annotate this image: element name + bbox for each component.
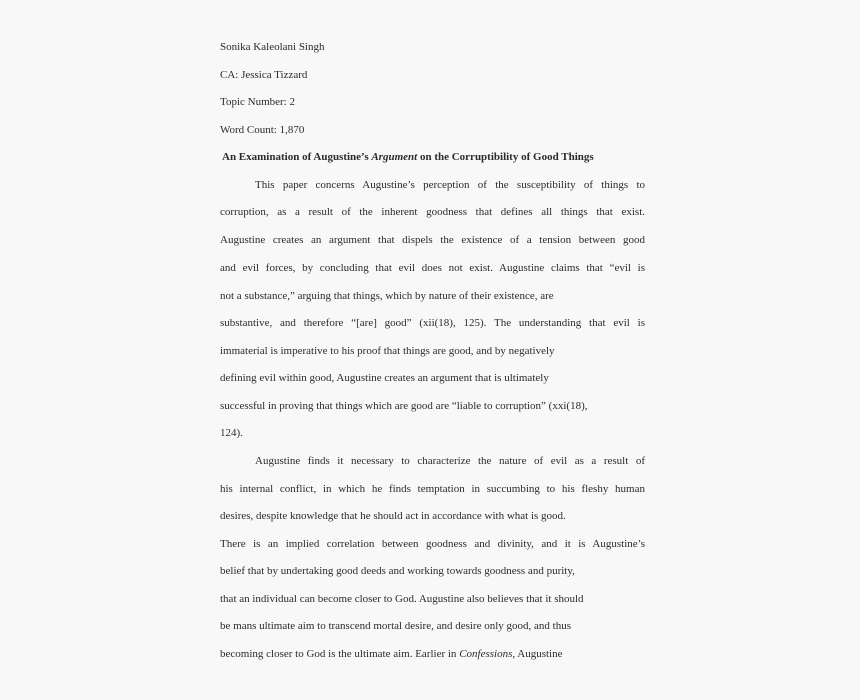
author-line: Sonika Kaleolani Singh	[220, 41, 325, 53]
title-suffix: on the Corruptibility of Good Things	[417, 151, 594, 163]
p1-line-1: This paper concerns Augustine’s perception of the susceptibility of things to	[255, 179, 645, 191]
p2-line-4: There is an implied correlation between goodness and divinity, and it is Augustine’s	[220, 538, 645, 550]
ca-line: CA: Jessica Tizzard	[220, 69, 308, 81]
p1-line-10: 124).	[220, 427, 243, 439]
p2-line-6: that an individual can become closer to God. Augustine also believes that it should	[220, 593, 584, 605]
p2-line-3: desires, despite knowledge that he should act in accordance with what is good.	[220, 510, 566, 522]
title-argument: Argument	[371, 151, 418, 163]
p2-line-2: his internal conflict, in which he finds temptation in succumbing to his fleshy human	[220, 483, 645, 495]
p1-line-2: corruption, as a result of the inherent goodness that defines all things that exist.	[220, 206, 645, 218]
p1-line-7: immaterial is imperative to his proof that things are good, and by negatively	[220, 345, 555, 357]
p2-line-8-after: , Augustine	[512, 648, 563, 660]
p1-line-3: Augustine creates an argument that dispels the existence of a tension between good	[220, 234, 645, 246]
p2-line-1: Augustine finds it necessary to characterize the nature of evil as a result of	[255, 455, 645, 467]
p1-line-9: successful in proving that things which are good are “liable to corruption” (xxi(18),	[220, 400, 588, 412]
p1-line-6: substantive, and therefore “[are] good” (xii(18), 125). The understanding that evil is	[220, 317, 645, 329]
p2-line-8	[220, 647, 645, 661]
p2-line-7: be mans ultimate aim to transcend mortal desire, and desire only good, and thus	[220, 620, 571, 632]
paper-title	[222, 150, 647, 164]
p1-line-8: defining evil within good, Augustine creates an argument that is ultimately	[220, 372, 549, 384]
confessions-title: Confessions	[459, 648, 513, 660]
p1-line-5: not a substance,” arguing that things, which by nature of their existence, are	[220, 290, 554, 302]
word-count-line: Word Count: 1,870	[220, 124, 305, 136]
p2-line-8-before: becoming closer to God is the ultimate aim. Earlier in	[220, 648, 460, 660]
p1-line-4: and evil forces, by concluding that evil does not exist. Augustine claims that “evil is	[220, 262, 645, 274]
title-prefix: An Examination of Augustine’s	[222, 151, 372, 163]
topic-line: Topic Number: 2	[220, 96, 295, 108]
p2-line-5: belief that by undertaking good deeds and working towards goodness and purity,	[220, 565, 575, 577]
